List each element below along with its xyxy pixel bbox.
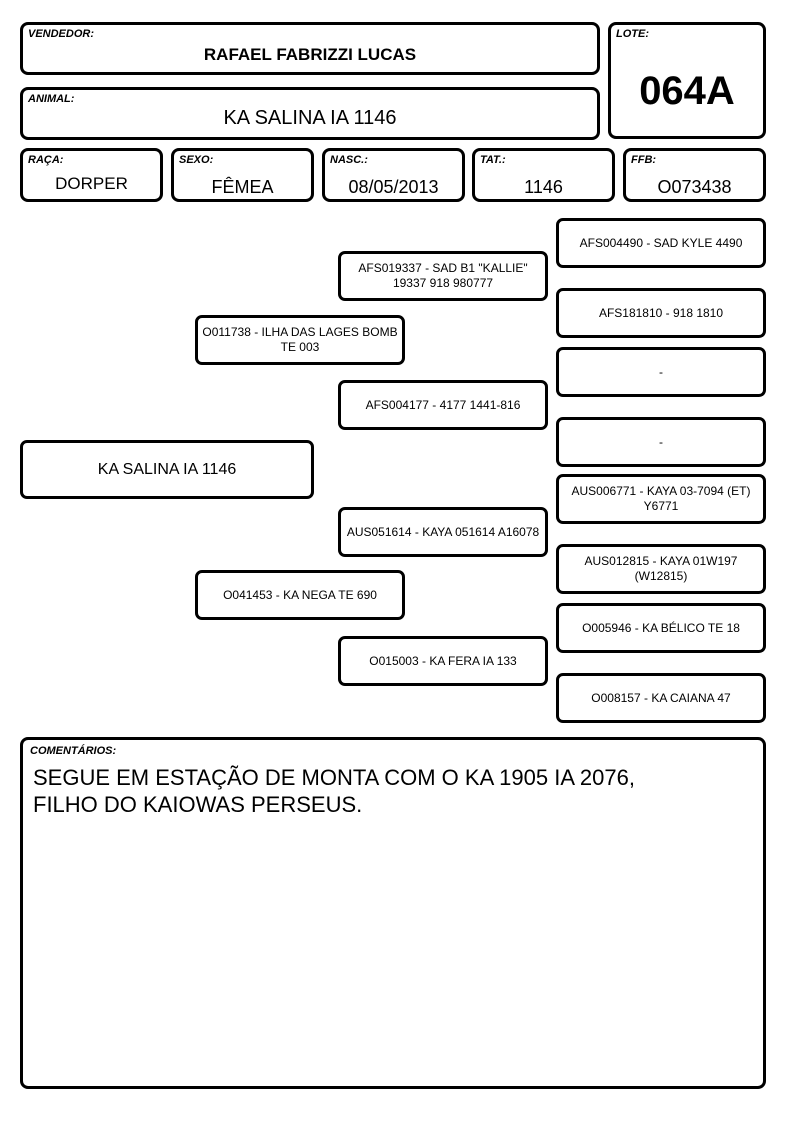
pedigree-sire: O011738 - ILHA DAS LAGES BOMB TE 003 (195, 315, 405, 365)
pedigree-dam: O041453 - KA NEGA TE 690 (195, 570, 405, 620)
pedigree-ss-sire: AFS004490 - SAD KYLE 4490 (556, 218, 766, 268)
pedigree-dd-dam: O008157 - KA CAIANA 47 (556, 673, 766, 723)
pedigree-animal: KA SALINA IA 1146 (20, 440, 314, 499)
ffb-box (623, 148, 766, 202)
animal-label: ANIMAL: (28, 93, 75, 105)
comments-label: COMENTÁRIOS: (30, 745, 117, 757)
pedigree-sire-sire: AFS019337 - SAD B1 "KALLIE" 19337 918 980777 (338, 251, 548, 301)
comments-box (20, 737, 766, 1089)
pedigree-sire-dam: AFS004177 - 4177 1441-816 (338, 380, 548, 430)
lote-box (608, 22, 766, 139)
raca-value: DORPER (55, 174, 128, 193)
sexo-box (171, 148, 314, 202)
nasc-label: NASC.: (330, 154, 368, 166)
tat-box (472, 148, 615, 202)
sexo-value: FÊMEA (211, 177, 274, 197)
pedigree-ds-sire: AUS006771 - KAYA 03-7094 (ET) Y6771 (556, 474, 766, 524)
sexo-label: SEXO: (179, 154, 214, 166)
pedigree-dam-sire: AUS051614 - KAYA 051614 A16078 (338, 507, 548, 557)
tat-label: TAT.: (480, 154, 506, 166)
vendedor-value: RAFAEL FABRIZZI LUCAS (203, 45, 417, 64)
ffb-value: O073438 (657, 177, 732, 197)
pedigree-sd-dam: - (556, 417, 766, 467)
lote-value: 064A (639, 69, 735, 113)
nasc-box (322, 148, 465, 202)
pedigree-dam-dam: O015003 - KA FERA IA 133 (338, 636, 548, 686)
pedigree-ds-dam: AUS012815 - KAYA 01W197 (W12815) (556, 544, 766, 594)
ffb-label: FFB: (631, 154, 657, 166)
raca-box (20, 148, 163, 202)
raca-label: RAÇA: (28, 154, 64, 166)
lote-label: LOTE: (616, 28, 649, 40)
pedigree-dd-sire: O005946 - KA BÉLICO TE 18 (556, 603, 766, 653)
vendedor-label: VENDEDOR: (28, 28, 95, 40)
comments-text: SEGUE EM ESTAÇÃO DE MONTA COM O KA 1905 IA 2076, FILHO DO KAIOWAS PERSEUS. (33, 765, 635, 817)
nasc-value: 08/05/2013 (348, 177, 439, 197)
vendedor-box (20, 22, 600, 75)
pedigree-ss-dam: AFS181810 - 918 1810 (556, 288, 766, 338)
pedigree-sd-sire: - (556, 347, 766, 397)
animal-value: KA SALINA IA 1146 (223, 107, 397, 129)
tat-value: 1146 (524, 177, 563, 197)
animal-box (20, 87, 600, 140)
